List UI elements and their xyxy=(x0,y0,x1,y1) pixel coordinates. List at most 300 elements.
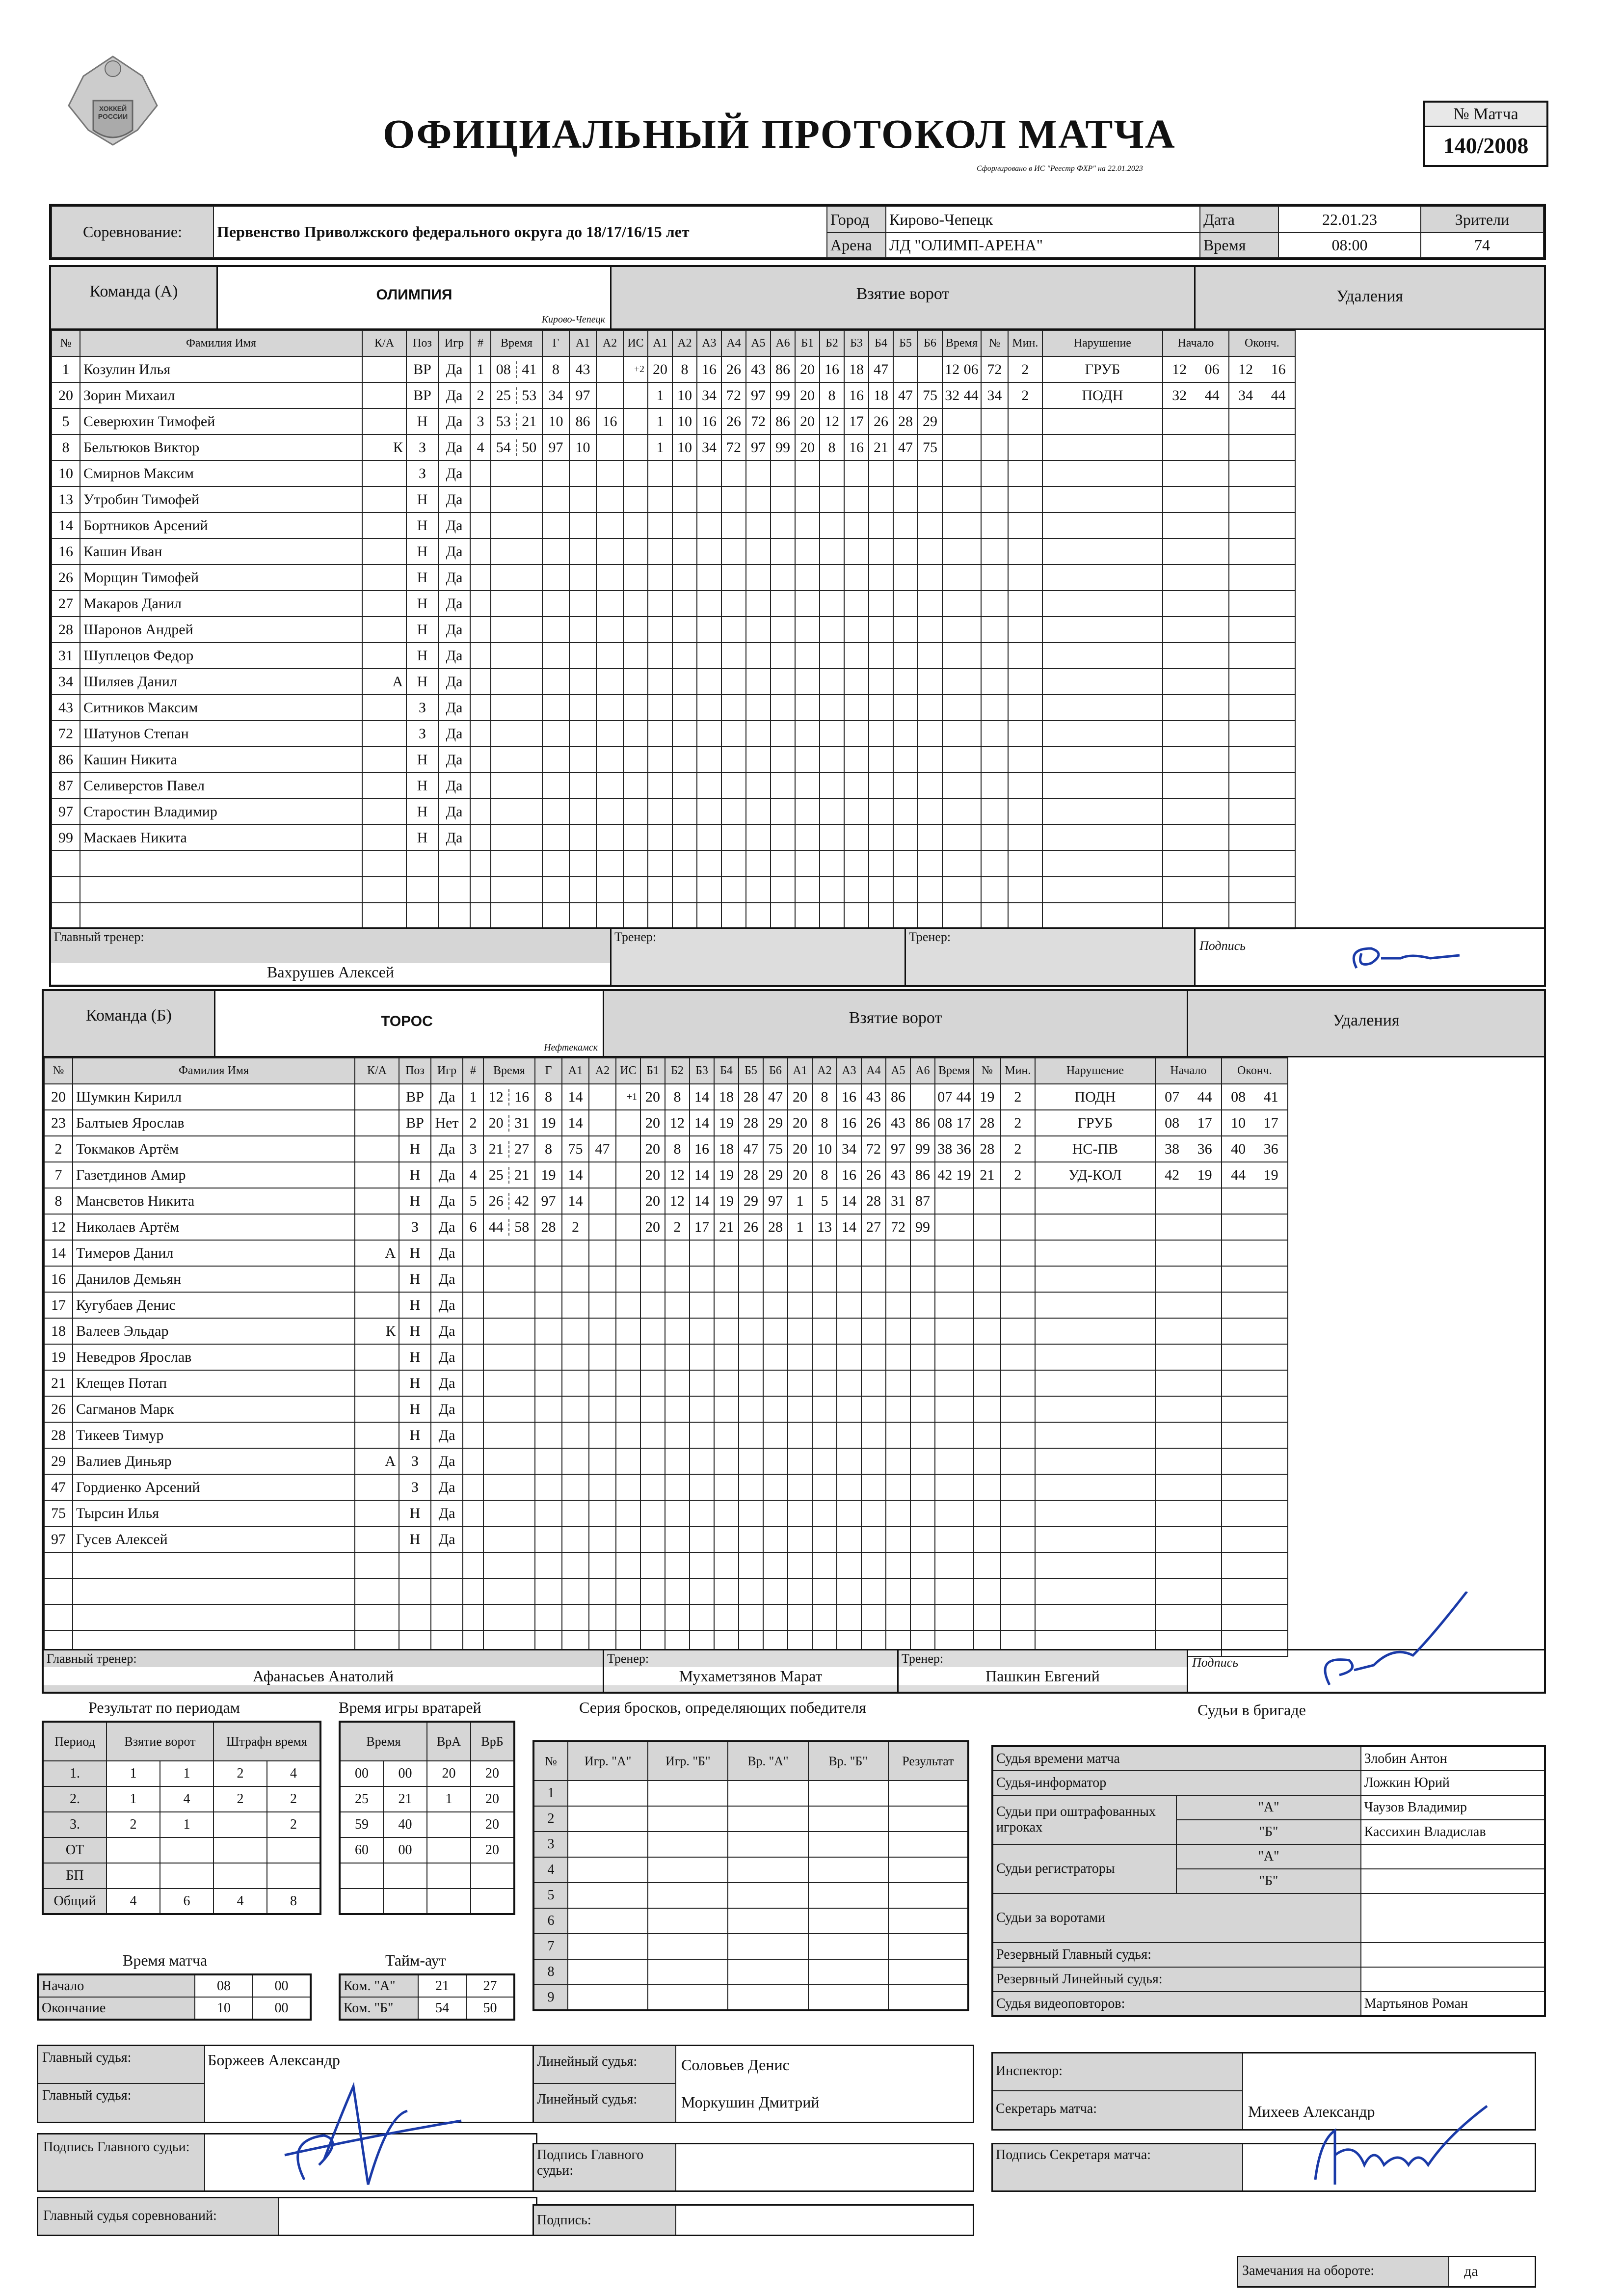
remarks-value: да xyxy=(1464,2263,1478,2279)
team-b-pen-empty xyxy=(1155,1266,1222,1292)
team-b-player-played: Нет xyxy=(431,1110,463,1136)
team-b-goal-val xyxy=(616,1552,640,1578)
team-b-pen-empty xyxy=(1222,1188,1288,1214)
team-b-pen-empty xyxy=(1035,1188,1155,1214)
team-a-goal-val xyxy=(596,591,623,617)
team-b-onice-val xyxy=(837,1240,861,1266)
team-b-goal-val xyxy=(562,1240,589,1266)
team-b-pen-empty xyxy=(935,1292,974,1318)
team-a-goal-val xyxy=(542,877,569,903)
team-a-onice-val xyxy=(918,773,942,799)
team-b-onice-val xyxy=(788,1500,812,1526)
team-b-onice-val xyxy=(640,1370,665,1396)
team-b-player-role xyxy=(355,1526,399,1552)
team-a-onice-val xyxy=(697,669,721,695)
team-b-player-name: Мансветов Никита xyxy=(73,1188,355,1214)
team-b-onice-val xyxy=(665,1578,690,1604)
team-a-onice-head: А3 xyxy=(697,330,721,356)
shootout-val xyxy=(808,1857,888,1883)
team-b-onice-val: 8 xyxy=(665,1084,690,1110)
team-b-pen-empty xyxy=(974,1578,1001,1604)
team-b-player-name: Гордиенко Арсений xyxy=(73,1474,355,1500)
team-b-grid xyxy=(44,1057,1288,1657)
team-a-player-name xyxy=(80,903,362,929)
team-a-pen-empty xyxy=(1008,643,1042,669)
team-a-onice-val xyxy=(820,721,844,747)
team-b-goal-val xyxy=(562,1500,589,1526)
team-b-pen-head: Оконч. xyxy=(1222,1058,1288,1084)
team-a-goal-val xyxy=(542,486,569,513)
team-a-pen-empty xyxy=(1163,799,1229,825)
team-b-pen-end xyxy=(1222,1110,1288,1136)
team-b-onice-val xyxy=(837,1526,861,1552)
team-a-pen-empty xyxy=(942,903,981,929)
team-a-onice-val xyxy=(746,877,771,903)
team-a-pen-empty xyxy=(1042,617,1163,643)
team-b-onice-val xyxy=(690,1500,714,1526)
team-a-player-pos xyxy=(406,903,438,929)
team-b-pen-empty xyxy=(1222,1500,1288,1526)
team-a-goal-val xyxy=(623,721,648,747)
team-a-onice-val xyxy=(844,721,869,747)
team-b-onice-val: 27 xyxy=(861,1214,886,1240)
team-a-goal-sec: 53 xyxy=(522,387,537,404)
team-a-onice-val xyxy=(648,643,672,669)
team-b-onice-val xyxy=(640,1500,665,1526)
team-a-player-played: Да xyxy=(438,799,470,825)
team-a-onice-val xyxy=(918,877,942,903)
team-b-onice-val xyxy=(910,1344,935,1370)
team-a-player-pos: Н xyxy=(406,486,438,513)
team-b-goal-sit: +1 xyxy=(616,1084,640,1110)
team-a-onice-val xyxy=(746,903,771,929)
shootout-title: Серия бросков, определяющих победителя xyxy=(579,1699,866,1716)
team-a-onice-val: 16 xyxy=(844,434,869,460)
shootout-val xyxy=(648,1959,728,1985)
shootout-no: 3 xyxy=(533,1832,568,1857)
ref-lin1-label: Линейный судья: xyxy=(534,2046,676,2084)
team-a-goal-val: 10 xyxy=(569,434,596,460)
team-b-pen-start-m: 08 xyxy=(1165,1114,1180,1131)
team-b-onice-val xyxy=(665,1318,690,1344)
team-b-onice-val xyxy=(788,1396,812,1422)
team-b-pen-empty xyxy=(1035,1344,1155,1370)
team-a-pen-empty xyxy=(981,851,1008,877)
team-a-onice-val xyxy=(648,565,672,591)
team-b-player-role xyxy=(355,1292,399,1318)
team-a-player-name: Кашин Никита xyxy=(80,747,362,773)
team-b-onice-val xyxy=(665,1526,690,1552)
team-a-onice-val: 18 xyxy=(844,356,869,382)
team-a-pen-min: 12 xyxy=(945,361,960,378)
team-b-goal-no: 6 xyxy=(463,1214,483,1240)
team-a-onice-val: 10 xyxy=(672,434,697,460)
team-a-onice-val xyxy=(648,721,672,747)
team-b-player-name: Шумкин Кирилл xyxy=(73,1084,355,1110)
team-b-pen-empty xyxy=(1035,1578,1155,1604)
team-a-player-role xyxy=(362,486,406,513)
team-b-pen-empty xyxy=(935,1344,974,1370)
team-a-player-pos: З xyxy=(406,695,438,721)
team-a-onice-val xyxy=(893,721,918,747)
team-b-onice-val xyxy=(837,1552,861,1578)
team-a-pen-empty xyxy=(942,460,981,486)
team-b-pen-empty xyxy=(1222,1552,1288,1578)
shootout-val xyxy=(648,1883,728,1908)
team-b-onice-val: 34 xyxy=(837,1136,861,1162)
shootout-head: Результат xyxy=(888,1741,968,1781)
team-a-onice-head: Б2 xyxy=(820,330,844,356)
team-b-pen-empty xyxy=(1001,1604,1035,1630)
match-end-m: 00 xyxy=(253,1997,311,2020)
team-b-onice-val xyxy=(788,1552,812,1578)
team-b-pen-empty xyxy=(1222,1422,1288,1448)
team-a-onice-val xyxy=(672,877,697,903)
team-b-pen-empty xyxy=(1001,1526,1035,1552)
team-a-onice-val xyxy=(648,539,672,565)
off-goal-judge xyxy=(1361,1893,1545,1943)
team-a-pen-empty xyxy=(1008,513,1042,539)
shootout-val xyxy=(728,1857,808,1883)
team-b-goal-val xyxy=(535,1448,562,1474)
team-b-pen-min: 38 xyxy=(937,1140,953,1157)
team-a-goal-min: 53 xyxy=(491,413,517,430)
team-b-goal-no xyxy=(463,1396,483,1422)
team-a-onice-val xyxy=(820,773,844,799)
team-b-onice-val xyxy=(910,1474,935,1500)
team-b-pen-empty xyxy=(935,1552,974,1578)
team-b-player-role xyxy=(355,1162,399,1188)
team-b-player-played: Да xyxy=(431,1370,463,1396)
team-a-player-role xyxy=(362,617,406,643)
team-b-onice-val: 20 xyxy=(788,1136,812,1162)
team-b-player-name: Сагманов Марк xyxy=(73,1396,355,1422)
team-a-pen-empty xyxy=(1229,903,1295,929)
team-b-goal-val xyxy=(589,1500,616,1526)
team-b-goal-val xyxy=(589,1084,616,1110)
team-a-goal-no xyxy=(470,486,491,513)
team-b-pen-empty xyxy=(1001,1578,1035,1604)
team-b-goal-no: 4 xyxy=(463,1162,483,1188)
team-b-player-no: 16 xyxy=(44,1266,73,1292)
goalie-val: 00 xyxy=(383,1837,427,1863)
team-b-goal-sit xyxy=(616,1110,640,1136)
team-b-onice-val xyxy=(739,1578,763,1604)
team-b-goal-sit xyxy=(616,1188,640,1214)
team-b-onice-val: 28 xyxy=(763,1214,788,1240)
team-b-player-played: Да xyxy=(431,1396,463,1422)
team-a-pen-empty xyxy=(1163,408,1229,434)
team-a-player-pos: ВР xyxy=(406,356,438,382)
team-b-player-role xyxy=(355,1266,399,1292)
team-a-onice-val xyxy=(697,591,721,617)
team-b-pen-empty xyxy=(935,1422,974,1448)
team-a-goal-val xyxy=(542,851,569,877)
team-a-goal-sit: +2 xyxy=(623,356,648,382)
off-goal-judge-label: Судьи за воротами xyxy=(992,1893,1361,1943)
team-b-pen-empty xyxy=(1035,1526,1155,1552)
team-b-goal-time xyxy=(483,1214,535,1240)
team-b-onice-val xyxy=(640,1396,665,1422)
team-b-player-no: 19 xyxy=(44,1344,73,1370)
officials-table xyxy=(991,1745,1546,2017)
team-a-pen-empty xyxy=(1229,747,1295,773)
timeout-b-m: 54 xyxy=(418,1997,466,2020)
team-a-onice-val xyxy=(648,669,672,695)
team-a-goal-val xyxy=(596,695,623,721)
team-b-pen-player: 28 xyxy=(974,1136,1001,1162)
team-b-onice-val xyxy=(665,1604,690,1630)
team-b-pen-time xyxy=(935,1084,974,1110)
team-a-player-no: 86 xyxy=(52,747,80,773)
team-a-pen-empty xyxy=(981,460,1008,486)
team-a-onice-val xyxy=(746,747,771,773)
team-b-goal-time xyxy=(483,1448,535,1474)
team-a-pen-empty xyxy=(1042,643,1163,669)
team-a-onice-val: 86 xyxy=(771,356,795,382)
team-a-player-pos: Н xyxy=(406,591,438,617)
team-a-onice-val xyxy=(672,721,697,747)
team-b-pen-empty xyxy=(1155,1240,1222,1266)
team-a-pen-empty xyxy=(981,408,1008,434)
team-a-goal-time xyxy=(491,434,542,460)
team-a-onice-val xyxy=(918,747,942,773)
team-a-pen-empty xyxy=(1229,643,1295,669)
team-a-goal-min: 08 xyxy=(491,361,517,378)
team-b-player-no: 97 xyxy=(44,1526,73,1552)
team-a-onice-val xyxy=(672,773,697,799)
team-a-onice-val xyxy=(869,565,893,591)
team-a-goal-val xyxy=(596,773,623,799)
team-a-onice-val xyxy=(795,825,820,851)
team-a-player-no: 72 xyxy=(52,721,80,747)
team-a-onice-val xyxy=(721,851,746,877)
team-b-player-pos: Н xyxy=(399,1162,431,1188)
spectators-value: 74 xyxy=(1421,233,1543,258)
team-b-onice-val xyxy=(714,1500,739,1526)
team-a-onice-val xyxy=(893,486,918,513)
team-b-player-role xyxy=(355,1500,399,1526)
team-a-onice-val: 86 xyxy=(771,408,795,434)
goalie-val: 60 xyxy=(340,1837,383,1863)
team-a-onice-val xyxy=(771,643,795,669)
team-a-onice-val xyxy=(918,513,942,539)
team-a-signature-label: Подпись xyxy=(1199,939,1246,953)
team-b-goal-sit xyxy=(616,1162,640,1188)
off-registrar-label: Судьи регистраторы xyxy=(992,1844,1176,1893)
team-b-pen-reason: ГРУБ xyxy=(1035,1110,1155,1136)
team-b-onice-val xyxy=(886,1422,910,1448)
team-a-player-role xyxy=(362,825,406,851)
team-b-onice-val xyxy=(861,1474,886,1500)
team-b-onice-val xyxy=(861,1422,886,1448)
period-val: 2 xyxy=(267,1786,320,1812)
team-a-pen-empty xyxy=(981,513,1008,539)
team-b-onice-val xyxy=(886,1370,910,1396)
team-a-onice-val xyxy=(820,591,844,617)
team-b-onice-val xyxy=(665,1266,690,1292)
shootout-val xyxy=(888,1832,968,1857)
shootout-val xyxy=(728,1832,808,1857)
team-b-player-role xyxy=(355,1396,399,1422)
shootout-val xyxy=(728,1908,808,1934)
team-a-onice-val xyxy=(869,747,893,773)
team-a-onice-val xyxy=(893,851,918,877)
goalie-title: Время игры вратарей xyxy=(339,1699,481,1716)
timeout-b-label: Ком. "Б" xyxy=(340,1997,418,2020)
team-b-onice-val xyxy=(861,1578,886,1604)
team-b-goal-val xyxy=(562,1266,589,1292)
team-a-goal-no xyxy=(470,591,491,617)
team-b-player-pos: Н xyxy=(399,1188,431,1214)
team-a-onice-val xyxy=(844,877,869,903)
periods-head: Взятие ворот xyxy=(106,1722,213,1761)
team-a-player-no: 99 xyxy=(52,825,80,851)
team-b-goal-time xyxy=(483,1110,535,1136)
team-a-onice-val: 16 xyxy=(820,356,844,382)
team-b-onice-head: Б5 xyxy=(739,1058,763,1084)
team-b-onice-val xyxy=(886,1396,910,1422)
team-a-table xyxy=(51,330,1296,929)
team-b-goal-no: 3 xyxy=(463,1136,483,1162)
team-a-player-role: А xyxy=(362,669,406,695)
team-a-onice-val xyxy=(648,903,672,929)
match-number-box xyxy=(1423,101,1548,167)
team-a-onice-val xyxy=(795,565,820,591)
team-b-onice-head: А3 xyxy=(837,1058,861,1084)
team-b-player-pos xyxy=(399,1578,431,1604)
team-a-pen-empty xyxy=(1042,903,1163,929)
team-a-player-name xyxy=(80,877,362,903)
team-a-onice-val xyxy=(697,617,721,643)
team-a-player-pos: Н xyxy=(406,565,438,591)
team-a-pen-empty xyxy=(981,773,1008,799)
team-a-goal-val xyxy=(596,565,623,591)
team-a-head-coach-cell xyxy=(51,929,612,985)
shootout-val xyxy=(648,1908,728,1934)
team-a-pen-empty xyxy=(981,747,1008,773)
off-reserve-lin xyxy=(1361,1967,1545,1992)
team-a-player-name: Шатунов Степан xyxy=(80,721,362,747)
spectators-label: Зрители xyxy=(1421,206,1543,233)
team-a-onice-val xyxy=(918,825,942,851)
team-a-player-name: Макаров Данил xyxy=(80,591,362,617)
team-b-coach1-cell xyxy=(604,1650,899,1692)
team-a-onice-val xyxy=(844,773,869,799)
team-a-player-pos: Н xyxy=(406,773,438,799)
team-a-onice-val xyxy=(820,617,844,643)
team-a-pen-empty xyxy=(1008,799,1042,825)
team-a-onice-val xyxy=(697,721,721,747)
shootout-val xyxy=(568,1908,648,1934)
team-a-onice-val xyxy=(771,513,795,539)
team-a-onice-val xyxy=(746,513,771,539)
team-b-onice-val: 20 xyxy=(788,1162,812,1188)
sign-label: Подпись: xyxy=(534,2206,676,2235)
shootout-val xyxy=(568,1934,648,1959)
team-b-goal-val xyxy=(589,1162,616,1188)
team-b-goal-no xyxy=(463,1448,483,1474)
team-a-pen-empty xyxy=(1042,773,1163,799)
team-a-goal-val xyxy=(596,903,623,929)
shootout-no: 8 xyxy=(533,1959,568,1985)
team-b-player-played: Да xyxy=(431,1422,463,1448)
team-a-goal-val xyxy=(596,851,623,877)
team-b-onice-val xyxy=(910,1448,935,1474)
shootout-head: Вр. "А" xyxy=(728,1741,808,1781)
shootout-val xyxy=(888,1934,968,1959)
team-a-pen-empty xyxy=(942,591,981,617)
team-a-goal-no: 4 xyxy=(470,434,491,460)
shootout-val xyxy=(728,1934,808,1959)
team-b-pen-empty xyxy=(1035,1240,1155,1266)
team-b-onice-val xyxy=(812,1370,837,1396)
time-label: Время xyxy=(1200,233,1278,258)
team-a-onice-val xyxy=(721,460,746,486)
team-a-onice-val xyxy=(820,825,844,851)
team-a-pen-empty xyxy=(1042,539,1163,565)
team-a-pen-empty xyxy=(942,721,981,747)
period-val: 6 xyxy=(160,1889,213,1914)
team-a-onice-head: Б5 xyxy=(893,330,918,356)
team-a-onice-val: 20 xyxy=(795,434,820,460)
ref-lin2-label: Линейный судья: xyxy=(534,2084,676,2122)
team-a-onice-val xyxy=(820,460,844,486)
team-b-onice-val: 28 xyxy=(739,1084,763,1110)
team-b-onice-val xyxy=(788,1448,812,1474)
team-b-player-name: Балтыев Ярослав xyxy=(73,1110,355,1136)
team-b-player-pos: З xyxy=(399,1214,431,1240)
team-a-onice-val xyxy=(697,513,721,539)
team-b-goal-val xyxy=(616,1500,640,1526)
team-a-goal-time xyxy=(491,356,542,382)
team-a-onice-val: 1 xyxy=(648,382,672,408)
ref-lin2: Моркушин Дмитрий xyxy=(681,2093,820,2111)
team-b-onice-val xyxy=(812,1344,837,1370)
logo xyxy=(54,47,172,174)
team-a-pen-reason: ПОДН xyxy=(1042,382,1163,408)
team-b-player-role xyxy=(355,1604,399,1630)
team-a-player-pos: Н xyxy=(406,825,438,851)
team-b-goal-val xyxy=(616,1578,640,1604)
team-a-col-head: Поз xyxy=(406,330,438,356)
shootout-no: 6 xyxy=(533,1908,568,1934)
team-b-onice-val xyxy=(812,1240,837,1266)
team-a-onice-val xyxy=(648,460,672,486)
team-a-onice-val xyxy=(648,773,672,799)
team-b-goal-val xyxy=(535,1292,562,1318)
team-b-pen-empty xyxy=(1222,1344,1288,1370)
team-a-player-no: 13 xyxy=(52,486,80,513)
team-b-onice-val xyxy=(861,1318,886,1344)
team-a-onice-val xyxy=(746,799,771,825)
team-b-onice-val xyxy=(763,1422,788,1448)
team-a-player-role xyxy=(362,539,406,565)
competition-info xyxy=(49,204,1546,260)
team-a-pen-empty xyxy=(942,643,981,669)
team-a-onice-val xyxy=(721,747,746,773)
team-b-onice-val xyxy=(665,1370,690,1396)
team-b-onice-val xyxy=(837,1344,861,1370)
team-a-pen-head: Оконч. xyxy=(1229,330,1295,356)
team-a-onice-val xyxy=(795,695,820,721)
off-informer: Ложкин Юрий xyxy=(1361,1771,1545,1795)
team-b-goal-time xyxy=(483,1292,535,1318)
team-b-pen-empty xyxy=(935,1396,974,1422)
team-a-onice-val xyxy=(746,486,771,513)
team-a-onice-val: 10 xyxy=(672,408,697,434)
team-b-onice-head: А2 xyxy=(812,1058,837,1084)
